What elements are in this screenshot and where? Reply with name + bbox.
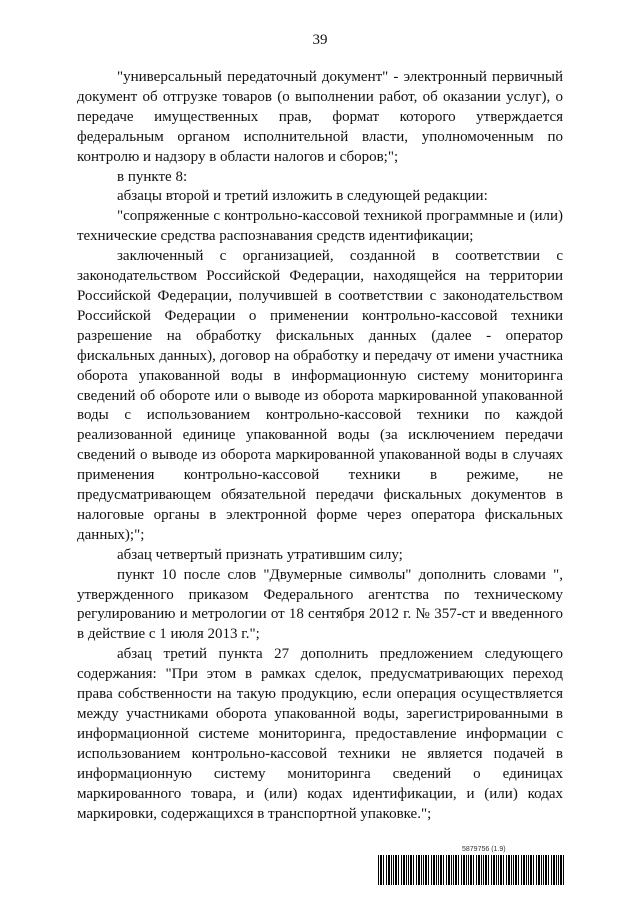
paragraph: пункт 10 после слов "Двумерные символы" дополнить словами ", утвержденного приказом Федерального агентства по техническому регулированию и метрологии от 18 сентября 2012 г. № 357-ст и введенного в действие с 1 июля 2013 г."; bbox=[77, 566, 563, 643]
page-number: 39 bbox=[312, 32, 328, 48]
paragraph: абзац третий пункта 27 дополнить предложением следующего содержания: "При этом в рамках сделок, предусматривающих переход права собственности на такую продукцию, если операция осуществляется между участниками оборота упакованной воды, зарегистрированными в информационной системе мониторинга, предоставление информации с использованием контрольно-кассовой техники не является подачей в информационную систему мониторинга сведений о единицах маркированного товара, и (или) кодах идентификации, и (или) кодах маркировки, содержащихся в транспортной упаковке."; bbox=[77, 646, 563, 822]
paragraph: "сопряженные с контрольно-кассовой техникой программные и (или) технические средства распознавания средств идентификации; bbox=[77, 208, 563, 245]
paragraph: в пункте 8: bbox=[117, 168, 188, 185]
paragraph: заключенный с организацией, созданной в соответствии с законодательством Российской Федерации, находящейся на территории Российской Федерации, получившей в соответствии с законодательством Российской Федерации о применении контрольно-кассовой техники разрешение на обработку фискальных данных (далее - оператор фискальных данных), договор на обработку и передачу от имени участника оборота упакованной воды в информационную систему мониторинга сведений об обороте или о выводе из оборота маркированной упакованной воды с использованием контрольно-кассовой техники по каждой реализованной единице упакованной воды (за исключением передачи сведений о выводе из оборота маркированной упакованной воды в случаях применения контрольно-кассовой техники в режиме, не предусматривающем обязательной передачи фискальных документов в налоговые органы в электронной форме через оператора фискальных данных);"; bbox=[77, 248, 563, 543]
document-body bbox=[77, 68, 563, 824]
paragraph: абзац четвертый признать утратившим силу; bbox=[117, 546, 403, 563]
paragraph: абзацы второй и третий изложить в следующей редакции: bbox=[117, 188, 488, 205]
barcode bbox=[378, 855, 564, 885]
paragraph: "универсальный передаточный документ" - электронный первичный документ об отгрузке товаров (о выполнении работ, об оказании услуг), о передаче имущественных прав, формат которого утверждается федеральным органом исполнительной власти, уполномоченным по контролю и надзору в области налогов и сборов;"; bbox=[77, 69, 563, 165]
document-code: 5879756 (1.9) bbox=[462, 846, 506, 853]
